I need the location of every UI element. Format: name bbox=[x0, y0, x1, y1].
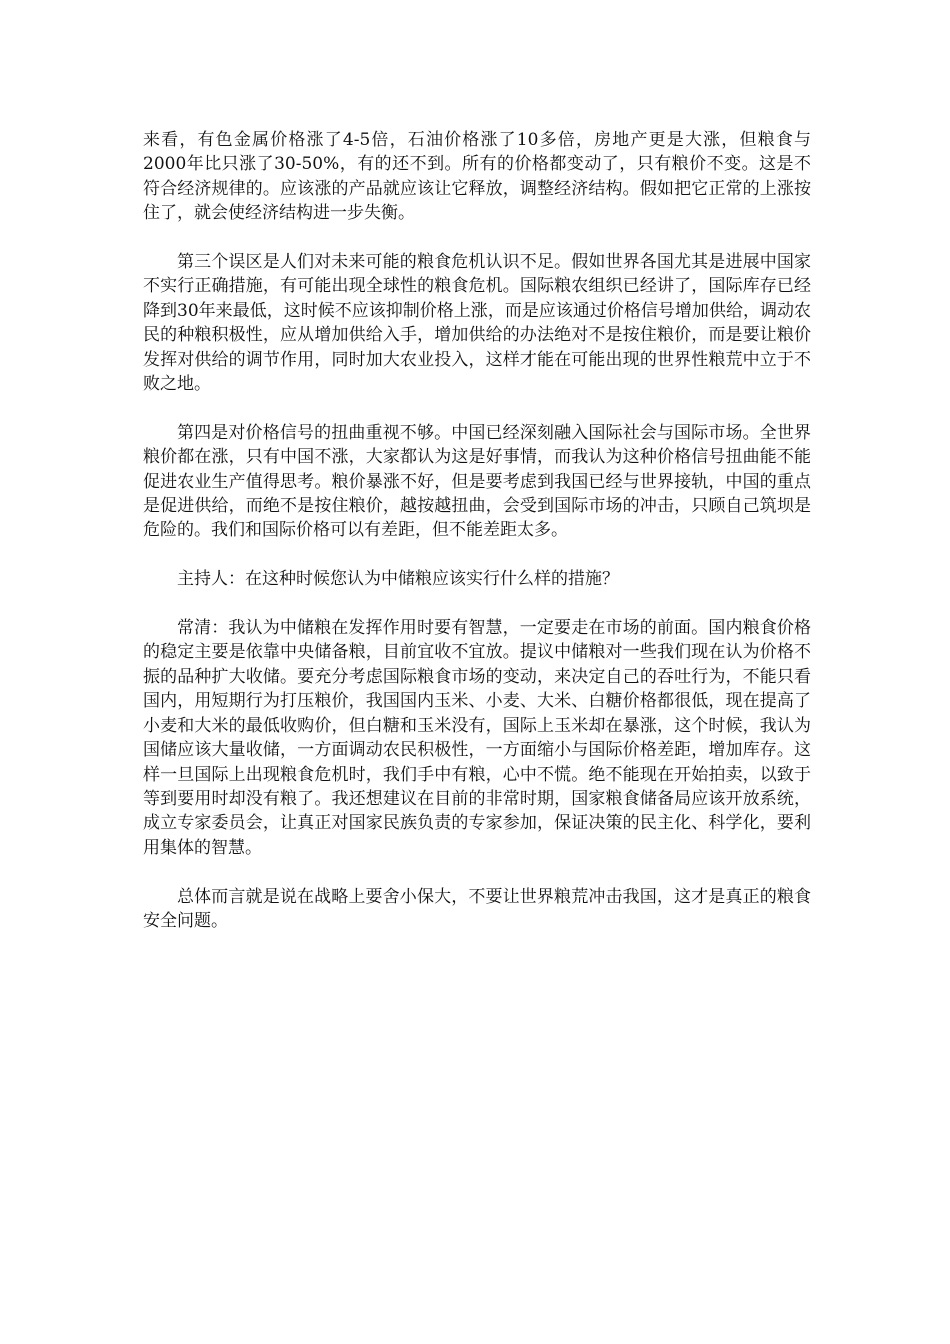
document-body bbox=[143, 128, 811, 958]
paragraph-third-misconception: 第三个误区是人们对未来可能的粮食危机认识不足。假如世界各国尤其是进展中国家不实行正确措施，有可能出现全球性的粮食危机。国际粮农组织已经讲了，国际库存已经降到30年来最低，这时候不应该抑制价格上涨，而是应该通过价格信号增加供给，调动农民的种粮积极性，应从增加供给入手，增加供给的办法绝对不是按住粮价，而是要让粮价发挥对供给的调节作用，同时加大农业投入，这样才能在可能出现的世界性粮荒中立于不败之地。 bbox=[143, 252, 811, 395]
paragraph-fourth-misconception: 第四是对价格信号的扭曲重视不够。中国已经深刻融入国际社会与国际市场。全世界粮价都在涨，只有中国不涨，大家都认为这是好事情，而我认为这种价格信号扭曲能不能促进农业生产值得思考。粮价暴涨不好，但是要考虑到我国已经与世界接轨，中国的重点是促进供给，而绝不是按住粮价，越按越扭曲，会受到国际市场的冲击，只顾自己筑坝是危险的。我们和国际价格可以有差距，但不能差距太多。 bbox=[143, 422, 811, 541]
paragraph-changqing-answer: 常清：我认为中储粮在发挥作用时要有智慧，一定要走在市场的前面。国内粮食价格的稳定主要是依靠中央储备粮，目前宜收不宜放。提议中储粮对一些我们现在认为价格不振的品种扩大收储。要充分考虑国际粮食市场的变动，来决定自己的吞吐行为，不能只看国内，用短期行为打压粮价，我国国内玉米、小麦、大米、白糖价格都很低，现在提高了小麦和大米的最低收购价，但白糖和玉米没有，国际上玉米却在暴涨，这个时候，我认为国储应该大量收储，一方面调动农民积极性，一方面缩小与国际价格差距，增加库存。这样一旦国际上出现粮食危机时，我们手中有粮，心中不慌。绝不能现在开始拍卖，以致于等到要用时却没有粮了。我还想建议在目前的非常时期，国家粮食储备局应该开放系统，成立专家委员会，让真正对国家民族负责的专家参加，保证决策的民主化、科学化，要利用集体的智慧。 bbox=[143, 618, 811, 858]
paragraph-host-question: 主持人：在这种时候您认为中储粮应该实行什么样的措施？ bbox=[177, 569, 619, 590]
paragraph-conclusion: 总体而言就是说在战略上要舍小保大，不要让世界粮荒冲击我国，这才是真正的粮食安全问题。 bbox=[143, 886, 811, 931]
paragraph-price-structure: 来看，有色金属价格涨了4-5倍，石油价格涨了10多倍，房地产更是大涨，但粮食与2000年比只涨了30-50%，有的还不到。所有的价格都变动了，只有粮价不变。这是不符合经济规律的。应该涨的产品就应该让它释放，调整经济结构。假如把它正常的上涨按住了，就会使经济结构进一步失衡。 bbox=[143, 130, 811, 224]
